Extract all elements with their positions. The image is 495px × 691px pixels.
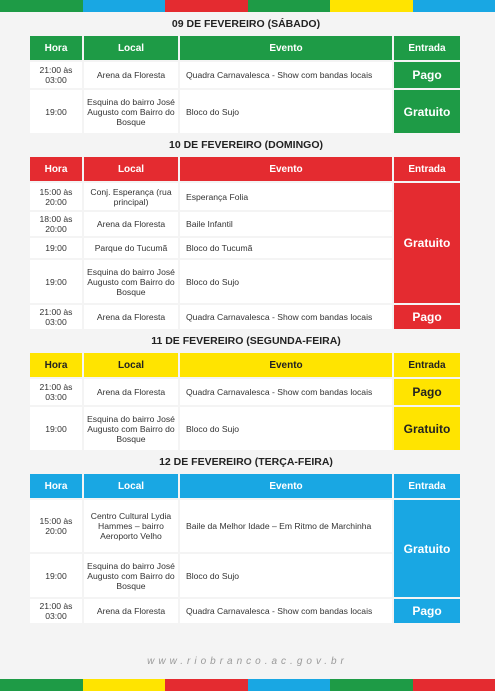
day-title: 11 DE FEVEREIRO (SEGUNDA-FEIRA) — [151, 335, 341, 347]
header-evento: Evento — [180, 353, 392, 377]
header-evento: Evento — [180, 474, 392, 498]
cell-evento: Quadra Carnavalesca - Show com bandas locais — [180, 305, 392, 329]
cell-entrada-pago: Pago — [394, 305, 460, 329]
schedule-table-day3 — [28, 351, 462, 452]
cell-local: Conj. Esperança (rua principal) — [84, 183, 178, 210]
cell-hora: 21:00 às 03:00 — [30, 305, 82, 329]
day-title: 10 DE FEVEREIRO (DOMINGO) — [168, 139, 324, 151]
table-header-row — [30, 36, 460, 60]
cell-hora: 18:00 às 20:00 — [30, 212, 82, 236]
cell-evento: Quadra Carnavalesca - Show com bandas locais — [180, 599, 392, 623]
header-entrada: Entrada — [394, 36, 460, 60]
header-entrada: Entrada — [394, 474, 460, 498]
cell-hora: 19:00 — [30, 238, 82, 258]
cell-hora: 19:00 — [30, 90, 82, 133]
cell-local: Esquina do bairro José Augusto com Bairro do Bosque — [84, 260, 178, 303]
table-header-row — [30, 353, 460, 377]
header-local: Local — [84, 353, 178, 377]
cell-hora: 19:00 — [30, 554, 82, 597]
cell-entrada-gratuito: Gratuito — [394, 500, 460, 597]
header-hora: Hora — [30, 157, 82, 181]
cell-evento: Bloco do Sujo — [180, 260, 392, 303]
cell-evento: Baile da Melhor Idade – Em Ritmo de Marchinha — [180, 500, 392, 552]
cell-local: Esquina do bairro José Augusto com Bairro do Bosque — [84, 407, 178, 450]
schedule-sheet — [28, 14, 464, 625]
header-local: Local — [84, 474, 178, 498]
table-row — [30, 62, 460, 88]
cell-hora: 19:00 — [30, 260, 82, 303]
schedule-table-day4 — [28, 472, 462, 625]
table-row — [30, 407, 460, 450]
header-evento: Evento — [180, 36, 392, 60]
footer-url: www.riobranco.ac.gov.br — [147, 656, 348, 667]
cell-evento: Bloco do Sujo — [180, 90, 392, 133]
table-header-row — [30, 157, 460, 181]
cell-evento: Bloco do Sujo — [180, 554, 392, 597]
cell-local: Arena da Floresta — [84, 62, 178, 88]
header-entrada: Entrada — [394, 157, 460, 181]
table-row — [30, 305, 460, 329]
cell-entrada: Gratuito — [394, 90, 460, 133]
cell-hora: 15:00 às 20:00 — [30, 500, 82, 552]
day-title: 09 DE FEVEREIRO (SÁBADO) — [171, 18, 321, 30]
cell-local: Esquina do bairro José Augusto com Bairro do Bosque — [84, 90, 178, 133]
cell-local: Esquina do bairro José Augusto com Bairro do Bosque — [84, 554, 178, 597]
cell-hora: 19:00 — [30, 407, 82, 450]
cell-evento: Quadra Carnavalesca - Show com bandas locais — [180, 379, 392, 405]
bottom-color-stripe — [0, 679, 495, 691]
cell-hora: 21:00 às 03:00 — [30, 379, 82, 405]
cell-entrada: Pago — [394, 379, 460, 405]
header-local: Local — [84, 36, 178, 60]
cell-entrada: Pago — [394, 62, 460, 88]
table-row — [30, 599, 460, 623]
top-color-stripe — [0, 0, 495, 12]
header-hora: Hora — [30, 353, 82, 377]
table-row — [30, 183, 460, 210]
day-title: 12 DE FEVEREIRO (TERÇA-FEIRA) — [159, 456, 333, 468]
table-header-row — [30, 474, 460, 498]
schedule-table-day2 — [28, 155, 462, 331]
cell-local: Parque do Tucumã — [84, 238, 178, 258]
cell-local: Arena da Floresta — [84, 599, 178, 623]
cell-hora: 21:00 às 03:00 — [30, 62, 82, 88]
cell-hora: 15:00 às 20:00 — [30, 183, 82, 210]
header-local: Local — [84, 157, 178, 181]
cell-local: Arena da Floresta — [84, 379, 178, 405]
header-evento: Evento — [180, 157, 392, 181]
cell-evento: Bloco do Tucumã — [180, 238, 392, 258]
cell-hora: 21:00 às 03:00 — [30, 599, 82, 623]
cell-local: Centro Cultural Lydia Hammes – bairro Aeroporto Velho — [84, 500, 178, 552]
cell-evento: Baile Infantil — [180, 212, 392, 236]
header-hora: Hora — [30, 474, 82, 498]
header-entrada: Entrada — [394, 353, 460, 377]
table-row — [30, 379, 460, 405]
cell-evento: Quadra Carnavalesca - Show com bandas locais — [180, 62, 392, 88]
cell-evento: Esperança Folia — [180, 183, 392, 210]
cell-entrada-gratuito: Gratuito — [394, 183, 460, 303]
table-row — [30, 90, 460, 133]
cell-evento: Bloco do Sujo — [180, 407, 392, 450]
cell-entrada: Gratuito — [394, 407, 460, 450]
cell-local: Arena da Floresta — [84, 305, 178, 329]
table-row — [30, 500, 460, 552]
schedule-table-day1 — [28, 34, 462, 135]
header-hora: Hora — [30, 36, 82, 60]
cell-local: Arena da Floresta — [84, 212, 178, 236]
cell-entrada: Pago — [394, 599, 460, 623]
